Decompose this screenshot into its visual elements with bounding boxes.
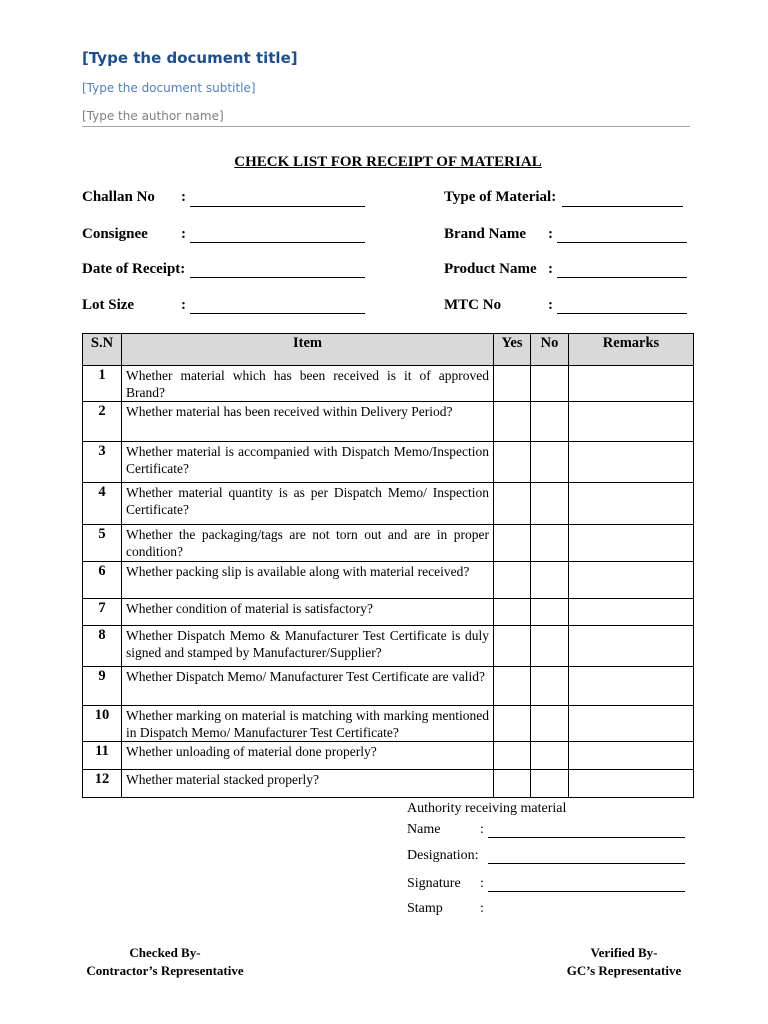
remarks-cell[interactable]: [569, 483, 694, 525]
table-header-row: [83, 334, 694, 366]
row-sn: 10: [83, 706, 122, 742]
type-of-material-label: Type of Material:: [444, 189, 557, 205]
checked-by-label: Checked By-: [129, 945, 201, 960]
lot-size-label: Lot Size: [82, 297, 135, 313]
row-item: Whether material stacked properly?: [122, 770, 494, 798]
product-name-colon: :: [548, 261, 553, 277]
author-divider: [82, 126, 690, 127]
row-sn: 2: [83, 402, 122, 442]
verified-by-label: Verified By-: [590, 945, 658, 960]
yes-cell[interactable]: [494, 626, 531, 667]
signature-colon: :: [480, 876, 484, 891]
row-item: Whether material has been received within Delivery Period?: [122, 402, 494, 442]
remarks-cell[interactable]: [569, 706, 694, 742]
date-of-receipt-label: Date of Receipt:: [82, 261, 186, 277]
header-remarks: Remarks: [569, 334, 694, 366]
no-cell[interactable]: [531, 525, 569, 562]
stamp-colon: :: [480, 901, 484, 916]
table-row: [83, 626, 694, 667]
no-cell[interactable]: [531, 667, 569, 706]
table-row: [83, 599, 694, 626]
header-item: Item: [122, 334, 494, 366]
row-sn: 12: [83, 770, 122, 798]
yes-cell[interactable]: [494, 402, 531, 442]
mtc-no-label: MTC No: [444, 297, 502, 313]
challan-no-label: Challan No: [82, 189, 155, 205]
remarks-cell[interactable]: [569, 599, 694, 626]
yes-cell[interactable]: [494, 442, 531, 483]
name-label: Name: [407, 822, 441, 837]
row-item: Whether packing slip is available along with material received?: [122, 562, 494, 599]
row-sn: 9: [83, 667, 122, 706]
row-sn: 4: [83, 483, 122, 525]
row-item: Whether material is accompanied with Dispatch Memo/Inspection Certificate?: [122, 442, 494, 483]
yes-cell[interactable]: [494, 742, 531, 770]
row-sn: 11: [83, 742, 122, 770]
no-cell[interactable]: [531, 442, 569, 483]
checked-by-block: [78, 944, 252, 980]
no-cell[interactable]: [531, 402, 569, 442]
yes-cell[interactable]: [494, 599, 531, 626]
remarks-cell[interactable]: [569, 742, 694, 770]
remarks-cell[interactable]: [569, 562, 694, 599]
remarks-cell[interactable]: [569, 667, 694, 706]
table-row: [83, 562, 694, 599]
table-row: [83, 442, 694, 483]
name-colon: :: [480, 822, 484, 837]
header-no: No: [531, 334, 569, 366]
no-cell[interactable]: [531, 626, 569, 667]
lot-size-colon: :: [181, 297, 186, 313]
row-item: Whether the packaging/tags are not torn out and are in proper condition?: [122, 525, 494, 562]
product-name-field[interactable]: [557, 277, 687, 278]
remarks-cell[interactable]: [569, 402, 694, 442]
table-row: [83, 770, 694, 798]
authority-title: Authority receiving material: [407, 801, 567, 816]
yes-cell[interactable]: [494, 706, 531, 742]
signature-label: Signature: [407, 876, 461, 891]
document-author: [Type the author name]: [82, 109, 224, 123]
yes-cell[interactable]: [494, 770, 531, 798]
no-cell[interactable]: [531, 770, 569, 798]
yes-cell[interactable]: [494, 562, 531, 599]
row-sn: 8: [83, 626, 122, 667]
challan-no-colon: :: [181, 189, 186, 205]
table-row: [83, 667, 694, 706]
stamp-label: Stamp: [407, 901, 443, 916]
row-item: Whether unloading of material done properly?: [122, 742, 494, 770]
table-row: [83, 706, 694, 742]
brand-name-colon: :: [548, 226, 553, 242]
no-cell[interactable]: [531, 562, 569, 599]
no-cell[interactable]: [531, 742, 569, 770]
product-name-label: Product Name: [444, 261, 537, 277]
table-row: [83, 742, 694, 770]
row-sn: 7: [83, 599, 122, 626]
date-of-receipt-field[interactable]: [190, 277, 365, 278]
table-row: [83, 525, 694, 562]
document-title: [Type the document title]: [82, 49, 298, 67]
mtc-no-colon: :: [548, 297, 553, 313]
brand-name-field[interactable]: [557, 242, 687, 243]
yes-cell[interactable]: [494, 525, 531, 562]
designation-label: Designation:: [407, 848, 479, 863]
row-sn: 6: [83, 562, 122, 599]
consignee-colon: :: [181, 226, 186, 242]
gc-representative-label: GC’s Representative: [566, 963, 682, 978]
yes-cell[interactable]: [494, 366, 531, 402]
row-sn: 3: [83, 442, 122, 483]
table-row: [83, 402, 694, 442]
row-item: Whether Dispatch Memo & Manufacturer Test Certificate is duly signed and stamped by Manufacturer/Supplier?: [122, 626, 494, 667]
remarks-cell[interactable]: [569, 770, 694, 798]
type-of-material-field[interactable]: [562, 206, 683, 207]
table-row: [83, 366, 694, 402]
row-item: Whether material which has been received is it of approved Brand?: [122, 366, 494, 402]
remarks-cell[interactable]: [569, 626, 694, 667]
row-item: Whether marking on material is matching with marking mentioned in Dispatch Memo/ Manufacturer Test Certificate?: [122, 706, 494, 742]
verified-by-block: [537, 944, 711, 980]
consignee-label: Consignee: [82, 226, 148, 242]
lot-size-field[interactable]: [190, 313, 365, 314]
header-yes: Yes: [494, 334, 531, 366]
row-item: Whether material quantity is as per Dispatch Memo/ Inspection Certificate?: [122, 483, 494, 525]
document-subtitle: [Type the document subtitle]: [82, 81, 256, 95]
table-row: [83, 483, 694, 525]
no-cell[interactable]: [531, 366, 569, 402]
mtc-no-field[interactable]: [557, 313, 687, 314]
row-item: Whether Dispatch Memo/ Manufacturer Test Certificate are valid?: [122, 667, 494, 706]
row-sn: 1: [83, 366, 122, 402]
remarks-cell[interactable]: [569, 525, 694, 562]
yes-cell[interactable]: [494, 483, 531, 525]
brand-name-label: Brand Name: [444, 226, 527, 242]
signature-field[interactable]: [488, 891, 685, 892]
checklist-table: [82, 333, 694, 798]
name-field[interactable]: [488, 837, 685, 838]
no-cell[interactable]: [531, 483, 569, 525]
row-item: Whether condition of material is satisfactory?: [122, 599, 494, 626]
challan-no-field[interactable]: [190, 206, 365, 207]
no-cell[interactable]: [531, 706, 569, 742]
consignee-field[interactable]: [190, 242, 365, 243]
remarks-cell[interactable]: [569, 366, 694, 402]
yes-cell[interactable]: [494, 667, 531, 706]
no-cell[interactable]: [531, 599, 569, 626]
remarks-cell[interactable]: [569, 442, 694, 483]
header-sn: S.N: [83, 334, 122, 366]
contractor-representative-label: Contractor’s Representative: [86, 963, 244, 978]
row-sn: 5: [83, 525, 122, 562]
form-heading: CHECK LIST FOR RECEIPT OF MATERIAL: [234, 154, 542, 170]
designation-field[interactable]: [488, 863, 685, 864]
